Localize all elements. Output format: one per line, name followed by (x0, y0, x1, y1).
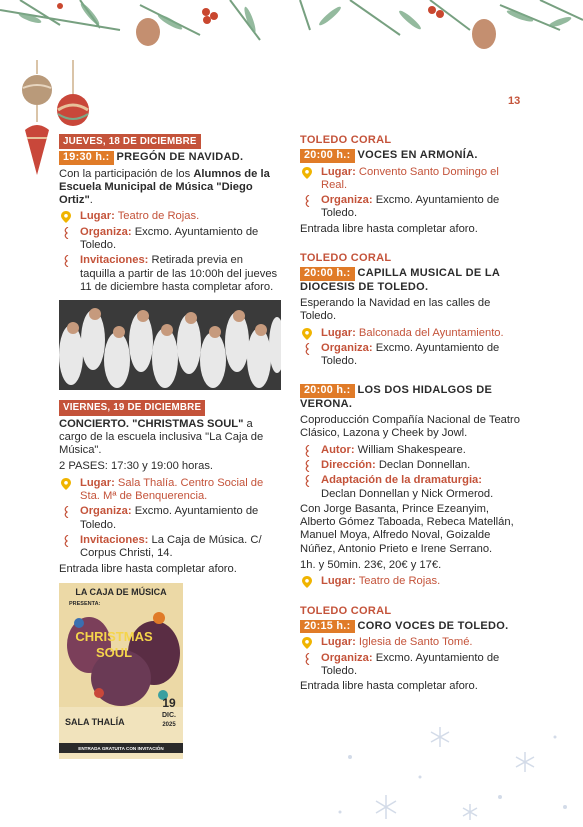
invitaciones-row (59, 534, 281, 561)
entrada-text: Entrada libre hasta completar aforo. (300, 680, 478, 693)
lugar-value: Balconada del Ayuntamiento. (358, 326, 504, 339)
label: Invitaciones: (80, 533, 149, 546)
event-title (59, 151, 281, 164)
adaptacion-value: Declan Donnellan y Nick Ormerod. (321, 487, 494, 500)
location-pin-icon (302, 576, 312, 588)
organiza-row (59, 505, 281, 532)
desc-text: Con la participación de los (59, 167, 194, 180)
label: Lugar: (321, 326, 356, 339)
time-badge: 20:00 h.: (300, 149, 355, 162)
location-pin-icon (302, 167, 312, 179)
organiza-value: Excmo. Ayuntamiento de Toledo. (321, 651, 500, 677)
lugar-value: Teatro de Rojas. (358, 575, 441, 588)
organiza-row (300, 652, 524, 679)
event-pregon (59, 134, 281, 294)
lugar-row (59, 477, 281, 504)
label: Organiza: (321, 194, 373, 207)
snowflakes-decoration (0, 717, 583, 827)
label: Lugar: (321, 636, 356, 649)
page-number: 13 (508, 95, 521, 107)
direccion-row (300, 459, 524, 472)
poster-month: DIC. (162, 711, 176, 719)
lugar-value: Teatro de Rojas. (117, 210, 200, 223)
label: Lugar: (321, 575, 356, 588)
event-title (300, 267, 524, 294)
time-badge: 20:00 h.: (300, 384, 355, 397)
location-pin-icon (61, 478, 71, 490)
title-text: CAPILLA MUSICAL DE LA DIOCESIS DE TOLEDO. (300, 267, 500, 293)
label: Lugar: (80, 476, 115, 489)
location-pin-icon (61, 211, 71, 223)
choir-photo (59, 300, 281, 390)
left-column (59, 134, 281, 759)
label: Invitaciones: (80, 254, 149, 267)
poster-title: LA CAJA DE MÚSICA (75, 586, 167, 597)
entrada-text: Entrada libre hasta completar aforo. (300, 222, 478, 235)
title-text: LOS DOS HIDALGOS DE VERONA. (300, 384, 493, 410)
title-text: PREGÓN DE NAVIDAD. (116, 151, 244, 164)
event-description: Coproducción Compañía Nacional de Teatro Clásico, Lazona y Cheek by Jowl. (300, 414, 520, 440)
organiza-value: Excmo. Ayuntamiento de Toledo. (80, 225, 259, 252)
adaptacion-row (300, 474, 524, 501)
lugar-value: Sala Thalía. Centro Social de Sta. Mª de Benquerencia. (80, 476, 264, 503)
lugar-row (300, 166, 524, 193)
event-dos-hidalgos (300, 384, 524, 588)
bracket-icon (61, 535, 71, 547)
title-text: CORO VOCES DE TOLEDO. (357, 619, 509, 632)
label: Lugar: (80, 210, 115, 223)
poster-presenta: PRESENTA: (69, 600, 101, 607)
label: Adaptación de la dramaturgia: (321, 474, 483, 487)
poster-christmas: CHRISTMAS (75, 628, 153, 644)
section-heading: TOLEDO CORAL (300, 252, 392, 265)
bracket-icon (61, 227, 71, 239)
time-badge: 19:30 h.: (59, 151, 114, 164)
lugar-row (59, 210, 281, 223)
event-description (59, 168, 281, 208)
label: Dirección: (321, 458, 376, 471)
label: Autor: (321, 443, 355, 456)
lugar-value: Iglesia de Santo Tomé. (358, 636, 473, 649)
location-pin-icon (302, 637, 312, 649)
label: Organiza: (321, 651, 373, 664)
entrada-text: Entrada libre hasta completar aforo. (59, 562, 237, 575)
invitaciones-value: Retirada previa en taquilla a partir de las 10:00h del jueves 11 de diciembre hasta completar aforo. (80, 254, 278, 293)
poster-day: 19 (162, 695, 176, 710)
organiza-row (300, 194, 524, 221)
poster-footer: ENTRADA GRATUITA CON INVITACIÓN (78, 745, 164, 751)
label: Lugar: (321, 165, 356, 178)
organiza-value: Excmo. Ayuntamiento de Toledo. (321, 194, 500, 220)
label: Organiza: (80, 505, 132, 518)
event-title (300, 149, 524, 162)
poster-soul: SOUL (95, 644, 133, 660)
event-title (300, 384, 524, 411)
event-title (300, 620, 524, 633)
desc-text: . (89, 194, 93, 207)
bracket-icon (302, 460, 312, 472)
event-christmas-soul (59, 400, 281, 576)
duration-price-text: 1h. y 50min. 23€, 20€ y 17€. (300, 559, 442, 572)
title-bold: CONCIERTO. "CHRISTMAS SOUL" (59, 417, 244, 430)
bracket-icon (302, 445, 312, 457)
section-heading: TOLEDO CORAL (300, 604, 392, 617)
invitaciones-row (59, 254, 281, 294)
event-coro-voces-toledo (300, 605, 524, 694)
bracket-icon (302, 343, 312, 355)
lugar-value: Convento Santo Domingo el Real. (321, 165, 499, 191)
right-column (300, 134, 524, 709)
lugar-row (300, 327, 524, 340)
title-rest: a cargo de la escuela inclusiva "La Caja de Música". (59, 417, 264, 457)
event-description: Esperando la Navidad en las calles de Toledo. (300, 296, 491, 323)
date-tag: JUEVES, 18 DE DICIEMBRE (59, 134, 201, 149)
pases-text: 2 PASES: 17:30 y 19:00 horas. (59, 460, 214, 473)
event-title (59, 418, 281, 458)
label: Organiza: (321, 341, 373, 354)
cast-text: Con Jorge Basanta, Prince Ezeanyim, Alberto Gómez Taboada, Rebeca Matellán, Manuel Moya, Alfredo Noval, Goizalde Núñez, Antonio Prieto e Irene Serrano. (300, 502, 514, 555)
invitaciones-value: La Caja de Música. C/ Corpus Christi, 14. (80, 533, 262, 560)
autor-row (300, 444, 524, 457)
direccion-value: Declan Donnellan. (378, 458, 471, 471)
organiza-row (59, 226, 281, 253)
event-voces-armonia (300, 134, 524, 236)
title-text: VOCES EN ARMONÍA. (357, 149, 478, 162)
organiza-value: Excmo. Ayuntamiento de Toledo. (80, 505, 259, 531)
section-heading: TOLEDO CORAL (300, 134, 392, 146)
bracket-icon (61, 506, 71, 518)
location-pin-icon (302, 328, 312, 340)
date-tag: VIERNES, 19 DE DICIEMBRE (59, 400, 205, 415)
lugar-row (300, 636, 524, 649)
bracket-icon (61, 255, 71, 267)
bracket-icon (302, 195, 312, 207)
poster-year: 2025 (162, 721, 176, 728)
bracket-icon (302, 653, 312, 665)
autor-value: William Shakespeare. (357, 443, 466, 456)
bracket-icon (302, 475, 312, 487)
event-capilla-musical (300, 252, 524, 368)
lugar-row (300, 575, 524, 588)
organiza-row (300, 342, 524, 369)
label: Organiza: (80, 225, 132, 238)
organiza-value: Excmo. Ayuntamiento de Toledo. (321, 341, 500, 368)
time-badge: 20:15 h.: (300, 620, 355, 633)
time-badge: 20:00 h.: (300, 267, 355, 280)
desc-bold: Alumnos de la Escuela Municipal de Música "Diego Ortiz" (59, 167, 270, 207)
poster-venue: SALA THALÍA (65, 716, 125, 727)
